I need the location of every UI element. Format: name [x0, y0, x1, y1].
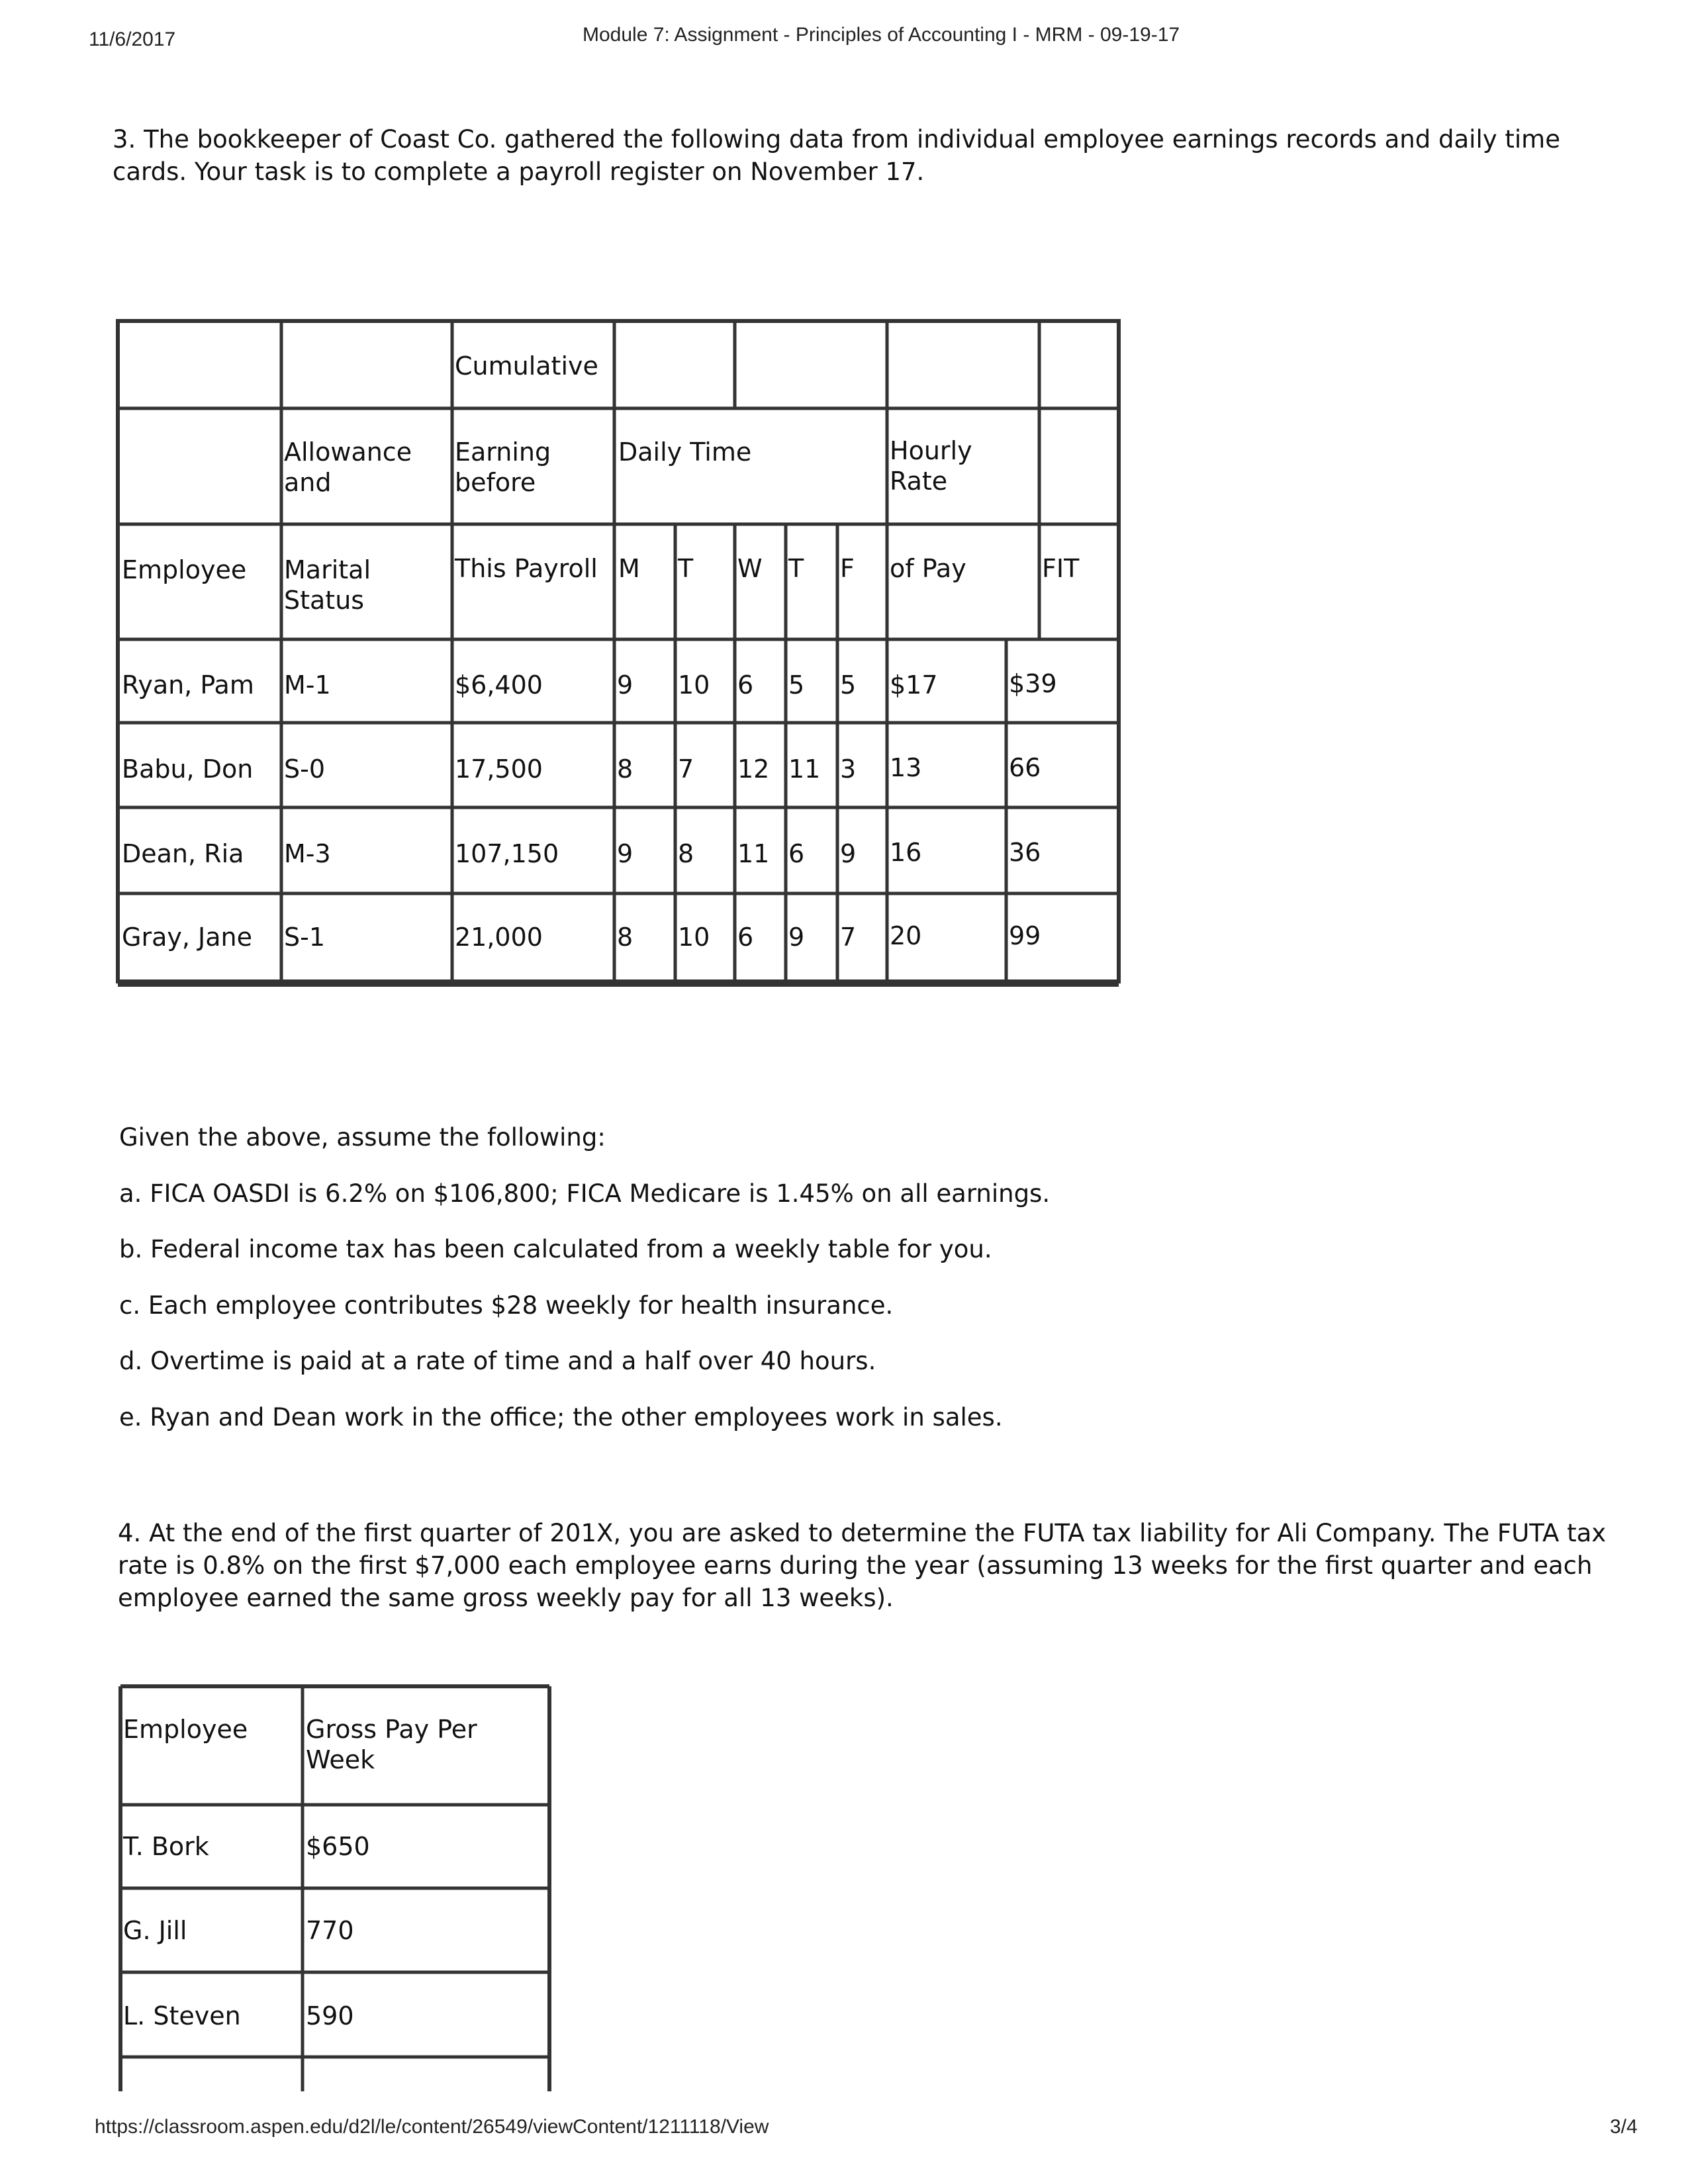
header-of-pay: of Pay: [890, 554, 966, 583]
futa-gross-pay: $650: [306, 1832, 370, 1861]
day-m: 8: [617, 923, 633, 952]
fit-amount: 66: [1009, 753, 1041, 782]
day-f: 9: [840, 839, 857, 868]
employee-name: Gray, Jane: [122, 923, 252, 952]
marital-status: M-3: [284, 839, 331, 868]
header-marital-status: Marital Status: [284, 555, 371, 615]
header-daily-time: Daily Time: [618, 437, 752, 467]
day-m: 8: [617, 754, 633, 784]
header-day-t: T: [678, 554, 694, 583]
cumulative-earnings: 107,150: [455, 839, 559, 868]
assumption-b: b. Federal income tax has been calculated from a weekly table for you.: [119, 1235, 992, 1263]
futa-header-gross-pay: Gross Pay Per Week: [306, 1715, 477, 1774]
hourly-rate: 13: [890, 753, 922, 782]
employee-name: Dean, Ria: [122, 839, 244, 868]
header-fit: FIT: [1042, 554, 1080, 583]
day-t: 10: [678, 923, 710, 952]
header-day-m: M: [618, 554, 640, 583]
day-w: 11: [737, 839, 770, 868]
cumulative-earnings: 17,500: [455, 754, 543, 784]
day-th: 5: [788, 670, 805, 700]
futa-employee-name: L. Steven: [123, 2001, 241, 2030]
marital-status: S-0: [284, 754, 326, 784]
day-t: 7: [678, 754, 694, 784]
footer-page-number: 3/4: [1610, 2116, 1638, 2138]
header-day-w: W: [737, 554, 763, 583]
day-f: 5: [840, 670, 857, 700]
day-t: 8: [678, 839, 694, 868]
fit-amount: $39: [1009, 669, 1057, 698]
header-earning-before: Earning before: [455, 437, 551, 497]
futa-employee-name: T. Bork: [123, 1832, 209, 1861]
header-this-payroll: This Payroll: [455, 554, 598, 583]
day-w: 6: [737, 923, 754, 952]
fit-amount: 36: [1009, 838, 1041, 867]
day-f: 3: [840, 754, 857, 784]
futa-employee-name: G. Jill: [123, 1916, 187, 1945]
day-t: 10: [678, 670, 710, 700]
question-4-text: 4. At the end of the first quarter of 201X, you are asked to determine the FUTA tax liability for Ali Company. The FUTA tax rate is 0.8% on the first $7,000 each employee earns during the year (assuming 13 weeks for the first quarter and each employee earned the same gross weekly pay for all 13 weeks).: [118, 1519, 1607, 1612]
day-th: 6: [788, 839, 805, 868]
day-th: 11: [788, 754, 821, 784]
day-w: 12: [737, 754, 770, 784]
marital-status: S-1: [284, 923, 326, 952]
assumption-a: a. FICA OASDI is 6.2% on $106,800; FICA Medicare is 1.45% on all earnings.: [119, 1179, 1051, 1208]
futa-gross-pay: 770: [306, 1916, 354, 1945]
marital-status: M-1: [284, 670, 331, 700]
footer-url[interactable]: https://classroom.aspen.edu/d2l/le/content/26549/viewContent/1211118/View: [95, 2116, 769, 2138]
cumulative-earnings: 21,000: [455, 923, 543, 952]
employee-name: Babu, Don: [122, 754, 254, 784]
futa-gross-pay: 590: [306, 2001, 354, 2030]
hourly-rate: 20: [890, 921, 922, 950]
assumption-d: d. Overtime is paid at a rate of time and a half over 40 hours.: [119, 1347, 876, 1375]
employee-name: Ryan, Pam: [122, 670, 254, 700]
hourly-rate: 16: [890, 838, 922, 867]
fit-amount: 99: [1009, 921, 1041, 950]
header-cumulative: Cumulative: [455, 351, 598, 381]
assumption-e: e. Ryan and Dean work in the office; the other employees work in sales.: [119, 1403, 1003, 1432]
header-title: Module 7: Assignment - Principles of Accounting I - MRM - 09-19-17: [583, 24, 1180, 46]
assumption-c: c. Each employee contributes $28 weekly for health insurance.: [119, 1291, 894, 1320]
given-text: Given the above, assume the following:: [119, 1123, 606, 1152]
futa-header-employee: Employee: [123, 1715, 248, 1744]
header-employee: Employee: [122, 555, 247, 584]
day-m: 9: [617, 670, 633, 700]
header-hourly-rate: Hourly Rate: [890, 436, 972, 496]
header-allowance-and: Allowance and: [284, 437, 412, 497]
header-date: 11/6/2017: [89, 28, 176, 50]
day-th: 9: [788, 923, 805, 952]
day-w: 6: [737, 670, 754, 700]
header-day-th: T: [788, 554, 804, 583]
hourly-rate: $17: [890, 670, 938, 700]
day-m: 9: [617, 839, 633, 868]
question-3-text: 3. The bookkeeper of Coast Co. gathered the following data from individual employee earnings records and daily time cards. Your task is to complete a payroll register on November 17.: [113, 125, 1560, 186]
day-f: 7: [840, 923, 857, 952]
header-day-f: F: [840, 554, 855, 583]
cumulative-earnings: $6,400: [455, 670, 543, 700]
